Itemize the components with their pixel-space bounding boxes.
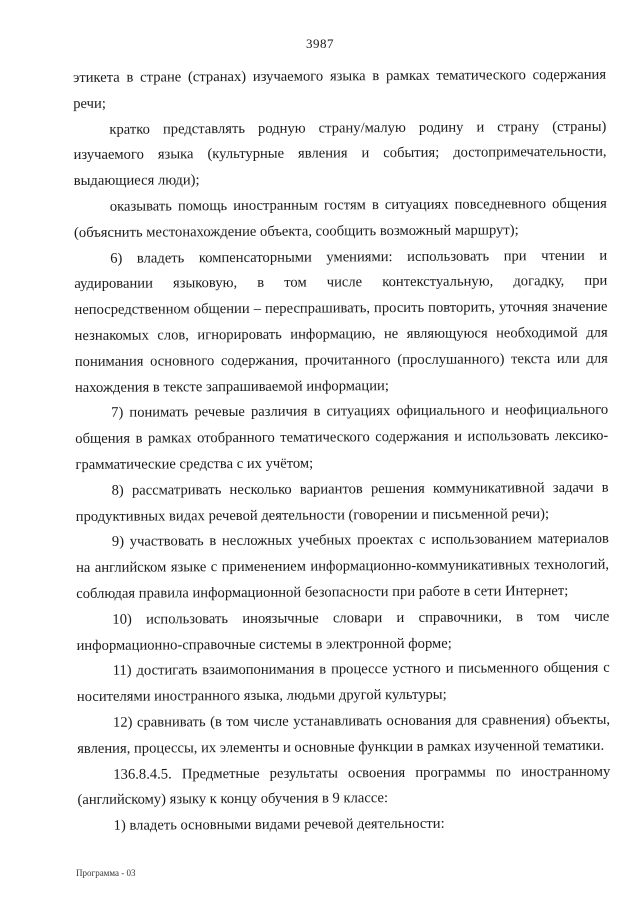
paragraph: оказывать помощь иностранным гостям в ситуациях повседневного общения (объяснить местонахождение объекта, сообщить возможный маршрут); bbox=[73, 195, 607, 241]
footer-label: Программа - 03 bbox=[76, 868, 136, 878]
paragraph: 6) владеть компенсаторными умениями: использовать при чтении и аудировании языковую, в том числе контекстуальную, догадку, при непосредственном общении – переспрашивать, просить повторить, уточняя значение незнакомых слов, игнорировать информацию, не являющуюся необходимой для понимания основного содержания, прочитанного (прослушанного) текста или для нахождения в тексте запрашиваемой информации; bbox=[74, 247, 608, 396]
paragraph: этикета в стране (странах) изучаемого языка в рамках тематического содержания речи; bbox=[73, 66, 607, 112]
paragraph: 11) достигать взаимопонимания в процессе устного и письменного общения с носителями иностранного языка, людьми другой культуры; bbox=[76, 660, 610, 706]
paragraph: 8) рассматривать несколько вариантов решения коммуникативной задачи в продуктивных видах речевой деятельности (говорении и письменной речи); bbox=[75, 479, 609, 525]
body-text bbox=[73, 63, 611, 840]
paragraph: 1) владеть основными видами речевой деятельности: bbox=[113, 815, 445, 834]
paragraph: 9) участвовать в несложных учебных проектах с использованием материалов на английском языке с применением информационно-коммуникативных технологий, соблюдая правила информационной безопасности при работе в сети Интернет; bbox=[76, 531, 610, 602]
paragraph: 7) понимать речевые различия в ситуациях официального и неофициального общения в рамках отобранного тематического содержания и использовать лексико-грамматические средства с их учётом; bbox=[75, 402, 609, 473]
page-number: 3987 bbox=[306, 36, 334, 51]
paragraph: 136.8.4.5. Предметные результаты освоения программы по иностранному (английскому) языку к концу обучения в 9 классе: bbox=[77, 763, 611, 809]
paragraph: 12) сравнивать (в том числе устанавливать основания для сравнения) объекты, явления, процессы, их элементы и основные функции в рамках изученной тематики. bbox=[77, 711, 611, 757]
paragraph: 10) использовать иноязычные словари и справочники, в том числе информационно-справочные системы в электронной форме; bbox=[76, 608, 610, 654]
paragraph: кратко представлять родную страну/малую родину и страну (страны) изучаемого языка (культурные явления и события; достопримечательности, выдающиеся люди); bbox=[73, 118, 607, 190]
